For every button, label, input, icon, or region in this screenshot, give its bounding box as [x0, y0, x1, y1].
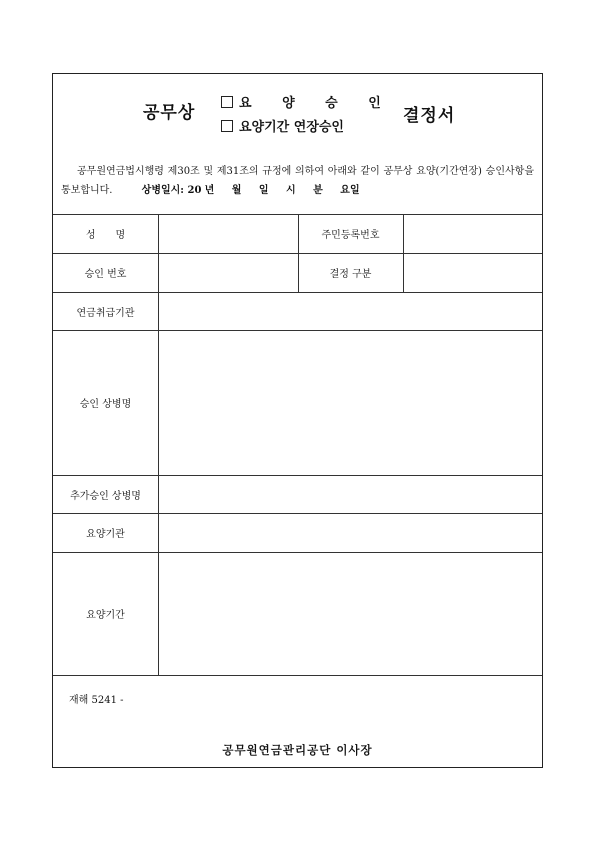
- pension-agency-label: 연금취급기관: [76, 307, 135, 319]
- reference-number: 재해 5241 -: [69, 695, 124, 706]
- option-extension-approval[interactable]: [221, 116, 344, 135]
- option-extension-approval-label: 요양기간 연장승인: [239, 120, 344, 135]
- care-institution-field[interactable]: [159, 514, 542, 552]
- approval-no-field[interactable]: [159, 254, 298, 292]
- title-prefix: 공무상: [143, 103, 196, 123]
- injury-date-label: 상병일시: 20: [141, 185, 202, 196]
- divider: [53, 675, 542, 676]
- decision-form: [52, 73, 543, 768]
- resident-no-label: 주민등록번호: [321, 230, 380, 241]
- option-care-approval-label: 요 양 승 인: [239, 96, 394, 111]
- injury-date-parts: 년 월 일 시 분 요일: [204, 185, 360, 196]
- notice-paragraph: [61, 162, 534, 200]
- decision-type-field[interactable]: [404, 254, 542, 292]
- notice-text: 공무원연금법시행령 제30조 및 제31조의 규정에 의하여 아래와 같이 공무상 요양(기간연장) 승인사항을 통보합니다.: [61, 166, 534, 196]
- checkbox-care-approval[interactable]: [221, 96, 233, 108]
- care-period-field[interactable]: [159, 553, 542, 675]
- decision-type-label: 결정 구분: [329, 269, 372, 280]
- checkbox-extension-approval[interactable]: [221, 120, 233, 132]
- approval-no-label: 승인 번호: [84, 269, 127, 280]
- approved-illness-field[interactable]: [159, 331, 542, 475]
- name-label: 성명: [85, 230, 146, 241]
- additional-illness-label: 추가승인 상병명: [70, 490, 141, 502]
- title-suffix: 결정서: [403, 106, 456, 126]
- issuer-signature: 공무원연금관리공단 이사장: [222, 743, 373, 757]
- pension-agency-field[interactable]: [159, 293, 542, 330]
- resident-no-field[interactable]: [404, 215, 542, 253]
- approved-illness-label: 승인 상병명: [79, 399, 132, 410]
- option-care-approval[interactable]: [221, 92, 394, 111]
- name-field[interactable]: [159, 215, 298, 253]
- care-institution-label: 요양기관: [86, 529, 125, 540]
- additional-illness-field[interactable]: [159, 476, 542, 513]
- care-period-label: 요양기간: [86, 610, 125, 621]
